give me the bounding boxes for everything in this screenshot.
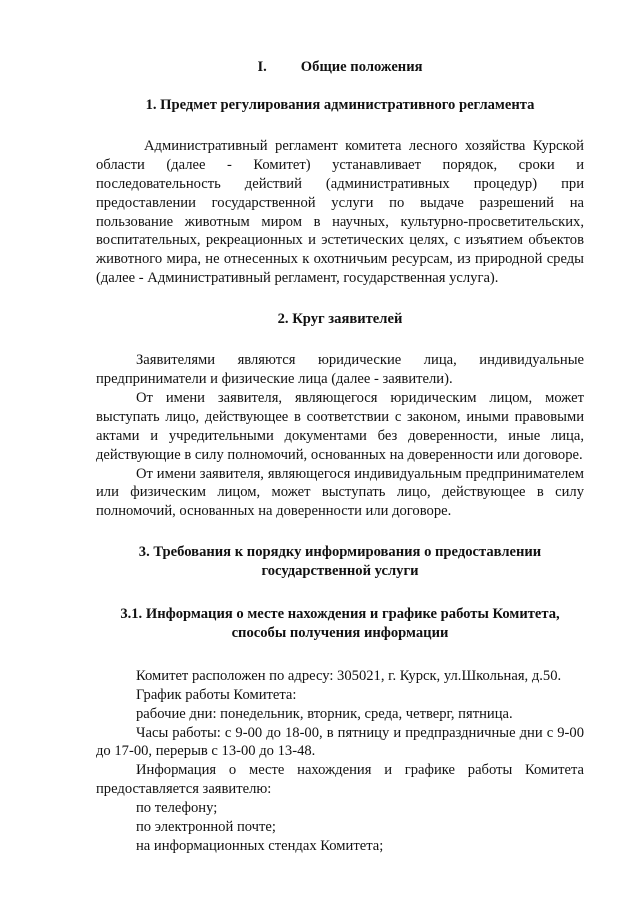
paragraph-schedule-label: График работы Комитета: bbox=[136, 686, 297, 703]
heading-location-schedule bbox=[96, 605, 584, 643]
paragraph-working-days: рабочие дни: понедельник, вторник, среда, четверг, пятница. bbox=[136, 705, 513, 722]
heading-information-requirements bbox=[96, 543, 584, 581]
section-title-row bbox=[96, 58, 584, 77]
heading-information-requirements-line1: 3. Требования к порядку информирования о предоставлении bbox=[138, 544, 542, 561]
document-page bbox=[96, 58, 584, 856]
paragraph-address: Комитет расположен по адресу: 305021, г. Курск, ул.Школьная, д.50. bbox=[136, 667, 562, 684]
paragraph-individual-representative: От имени заявителя, являющегося индивидуальным предпринимателем или физическим лицом, может выступать лицо, действующее в силу полномочий, основанных на доверенности или договоре. bbox=[96, 465, 584, 520]
heading-location-schedule-line1: 3.1. Информация о месте нахождения и графике работы Комитета, bbox=[120, 606, 560, 623]
section-number: I. bbox=[257, 59, 267, 75]
heading-information-requirements-line2: государственной услуги bbox=[261, 563, 419, 580]
heading-applicants: 2. Круг заявителей bbox=[277, 311, 403, 328]
section-title: Общие положения bbox=[300, 59, 423, 75]
paragraph-legal-entity-representative: От имени заявителя, являющегося юридическим лицом, может выступать лицо, действующее в соответствии с законом, иными правовыми актами и учредительными документами без доверенности, иные лица, действующие в силу полномочий, основанных на доверенности или договоре. bbox=[96, 389, 584, 463]
heading-subject: 1. Предмет регулирования административного регламента bbox=[145, 97, 535, 113]
paragraph-applicants: Заявителями являются юридические лица, индивидуальные предприниматели и физические лица (далее - заявители). bbox=[96, 352, 584, 387]
list-item: по электронной почте; bbox=[136, 819, 276, 836]
heading-location-schedule-line2: способы получения информации bbox=[231, 624, 449, 641]
list-item: по телефону; bbox=[136, 800, 218, 817]
paragraph-information-provided: Информация о месте нахождения и графике работы Комитета предоставляется заявителю: bbox=[96, 762, 584, 798]
paragraph-regulation-scope: Административный регламент комитета лесного хозяйства Курской области (далее - Комитет) устанавливает порядок, сроки и последовательность действий (административных процедур) при предоставлении государственной услуги по выдаче разрешений на пользование животным миром в научных, культурно-просветительских, воспитательных, рекреационных и эстетических целях, с изъятием объектов животного мира, не отнесенных к охотничьим ресурсам, из природной среды (далее - Административный регламент, государственная услуга). bbox=[96, 137, 584, 287]
list-item: на информационных стендах Комитета; bbox=[136, 838, 384, 854]
paragraph-working-hours: Часы работы: с 9-00 до 18-00, в пятницу и предпраздничные дни с 9-00 до 17-00, перерыв с 13-00 до 13-48. bbox=[96, 724, 584, 760]
